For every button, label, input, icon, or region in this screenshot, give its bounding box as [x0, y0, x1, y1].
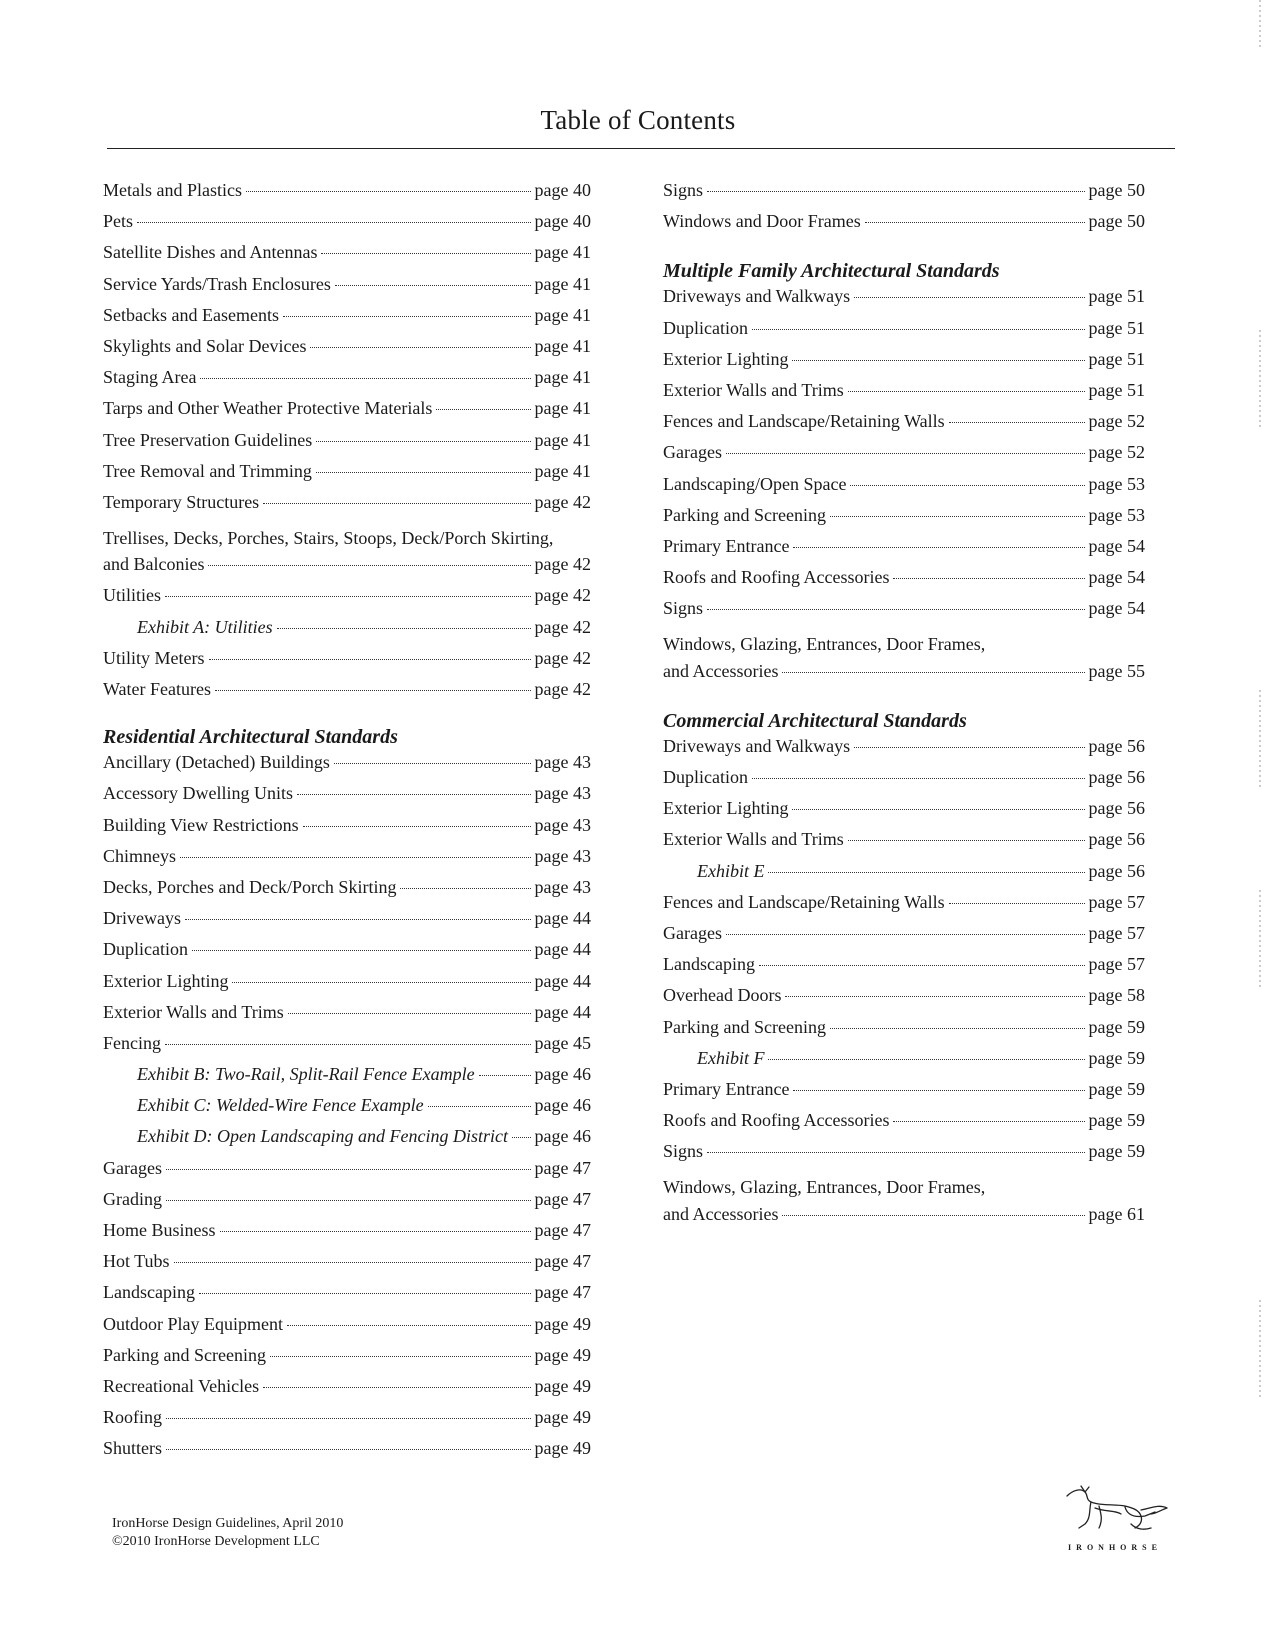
toc-entry-label: Accessory Dwelling Units	[103, 783, 293, 804]
dot-leader	[854, 297, 1084, 298]
dot-leader	[310, 347, 530, 348]
toc-entry-label: Driveways and Walkways	[663, 286, 851, 307]
toc-entry-page: page 41	[534, 273, 591, 294]
toc-entry-label: Fencing	[103, 1032, 161, 1053]
dot-leader	[246, 191, 531, 192]
dot-leader	[893, 1121, 1084, 1122]
toc-entry-label: Exterior Lighting	[663, 798, 789, 819]
toc-entry[interactable]	[663, 1141, 1145, 1172]
dot-leader	[768, 1059, 1084, 1060]
dot-leader	[850, 485, 1084, 486]
toc-entry[interactable]	[663, 211, 1145, 242]
toc-entry-label: Tarps and Other Weather Protective Materials	[103, 398, 433, 419]
dot-leader	[200, 378, 530, 379]
toc-entry-page: page 40	[534, 180, 591, 200]
toc-entry-label: Exhibit A: Utilities	[137, 616, 273, 637]
toc-entry-page: page 42	[534, 679, 591, 699]
toc-entry[interactable]	[663, 985, 1145, 1016]
dot-leader	[283, 316, 531, 317]
toc-entry-page: page 53	[1088, 473, 1145, 494]
toc-entry-label: Roofs and Roofing Accessories	[663, 567, 890, 588]
toc-entry[interactable]	[103, 336, 591, 367]
toc-entry-label: Parking and Screening	[663, 504, 826, 525]
toc-entry-page: page 57	[1088, 922, 1145, 943]
toc-entry-label: Overhead Doors	[663, 985, 782, 1006]
toc-entry-page: page 47	[534, 1157, 591, 1178]
toc-entry-page: page 49	[534, 1438, 591, 1459]
dot-leader	[166, 1169, 531, 1170]
dot-leader	[726, 453, 1085, 454]
toc-entry-page: page 61	[1088, 1203, 1145, 1224]
toc-entry-page: page 59	[1088, 1078, 1145, 1099]
toc-entry-page: page 42	[534, 585, 591, 606]
dot-leader	[752, 329, 1085, 330]
logo-wordmark: IRONHORSE	[1068, 1543, 1162, 1552]
toc-entry[interactable]	[103, 752, 591, 783]
toc-entry-page: page 56	[1088, 829, 1145, 850]
dot-leader	[303, 826, 531, 827]
toc-entry-page: page 42	[534, 616, 591, 637]
toc-entry-label: Metals and Plastics	[103, 180, 242, 200]
toc-entry-label: Building View Restrictions	[103, 814, 299, 835]
dot-leader	[782, 672, 1084, 673]
toc-entry-page: page 57	[1088, 891, 1145, 912]
toc-entry[interactable]	[663, 1017, 1145, 1048]
toc-entry-label: Exhibit F	[697, 1047, 765, 1068]
toc-subentry[interactable]	[663, 861, 1145, 892]
toc-entry-page: page 46	[534, 1126, 591, 1147]
toc-entry-page: page 43	[534, 814, 591, 835]
dot-leader	[277, 628, 531, 629]
dot-leader	[707, 609, 1084, 610]
toc-entry-label: and Balconies	[103, 554, 205, 575]
toc-entry-label: Exterior Walls and Trims	[103, 1001, 284, 1022]
toc-entry-label: Hot Tubs	[103, 1251, 170, 1272]
dot-leader	[316, 472, 531, 473]
toc-entry[interactable]	[103, 1220, 591, 1251]
toc-entry-label: Exterior Walls and Trims	[663, 829, 844, 850]
toc-subentry[interactable]	[103, 617, 591, 648]
toc-entry[interactable]	[103, 180, 591, 211]
toc-entry-wrapped-line[interactable]: Trellises, Decks, Porches, Stairs, Stoops, Deck/Porch Skirting,	[103, 528, 554, 549]
toc-entry-page: page 44	[534, 908, 591, 929]
dot-leader	[782, 1215, 1084, 1216]
toc-entry-page: page 52	[1088, 411, 1145, 432]
section-heading-commercial: Commercial Architectural Standards	[663, 709, 967, 732]
toc-entry-label: Staging Area	[103, 367, 197, 388]
toc-entry-page: page 46	[534, 1095, 591, 1116]
toc-entry[interactable]	[103, 461, 591, 492]
toc-entry-page: page 44	[534, 939, 591, 960]
toc-entry-page: page 56	[1088, 767, 1145, 787]
toc-entry[interactable]	[103, 1033, 591, 1064]
dot-leader	[297, 794, 531, 795]
dot-leader	[316, 441, 530, 442]
toc-entry-page: page 42	[534, 554, 591, 575]
dot-leader	[707, 1152, 1084, 1153]
toc-entry-page: page 49	[534, 1344, 591, 1365]
dot-leader	[335, 285, 531, 286]
toc-entry-label: Pets	[103, 211, 134, 232]
toc-entry-page: page 43	[534, 783, 591, 804]
dot-leader	[209, 659, 531, 660]
toc-entry[interactable]	[663, 411, 1145, 442]
dot-leader	[180, 857, 531, 858]
toc-entry-label: and Accessories	[663, 660, 779, 681]
toc-entry-page: page 54	[1088, 598, 1145, 619]
toc-entry-page: page 41	[534, 429, 591, 450]
dot-leader	[270, 1356, 531, 1357]
page-title: Table of Contents	[540, 105, 736, 135]
toc-entry-label: Outdoor Play Equipment	[103, 1313, 283, 1334]
toc-entry-page: page 43	[534, 845, 591, 866]
dot-leader	[848, 391, 1085, 392]
toc-entry-label: Water Features	[103, 679, 211, 699]
toc-entry[interactable]	[103, 242, 591, 273]
toc-entry-page: page 47	[534, 1282, 591, 1303]
dot-leader	[166, 1449, 531, 1450]
toc-entry-label: Garages	[103, 1157, 162, 1178]
dot-leader	[949, 422, 1085, 423]
toc-entry[interactable]	[663, 505, 1145, 536]
toc-entry-label: Roofs and Roofing Accessories	[663, 1110, 890, 1131]
toc-entry-page: page 59	[1088, 1047, 1145, 1068]
toc-entry[interactable]	[663, 1204, 1145, 1235]
toc-entry-page: page 50	[1088, 180, 1145, 200]
toc-entry-label: Duplication	[663, 767, 748, 787]
toc-entry-page: page 59	[1088, 1141, 1145, 1162]
toc-entry[interactable]	[663, 380, 1145, 411]
dot-leader	[768, 872, 1084, 873]
toc-subentry[interactable]	[663, 1048, 1145, 1079]
toc-entry[interactable]	[103, 1189, 591, 1220]
toc-entry-page: page 50	[1088, 211, 1145, 232]
dot-leader	[400, 888, 530, 889]
toc-entry-label: Landscaping/Open Space	[663, 473, 847, 494]
toc-left-column	[103, 180, 591, 1470]
toc-entry-page: page 51	[1088, 379, 1145, 400]
toc-entry-page: page 49	[534, 1313, 591, 1334]
toc-entry-page: page 56	[1088, 860, 1145, 881]
toc-entry[interactable]	[663, 474, 1145, 505]
toc-entry-page: page 56	[1088, 798, 1145, 819]
toc-entry[interactable]	[103, 1002, 591, 1033]
toc-entry-label: Grading	[103, 1188, 162, 1209]
dot-leader	[848, 840, 1085, 841]
dot-leader	[165, 596, 531, 597]
toc-list	[663, 286, 1145, 629]
toc-entry[interactable]	[663, 1079, 1145, 1110]
toc-entry-page: page 41	[534, 335, 591, 356]
title-rule	[107, 148, 1175, 149]
toc-entry[interactable]	[103, 846, 591, 877]
toc-entry[interactable]	[103, 367, 591, 398]
toc-entry[interactable]	[103, 1345, 591, 1376]
dot-leader	[199, 1293, 531, 1294]
toc-entry-label: Primary Entrance	[663, 1078, 790, 1099]
dot-leader	[166, 1418, 531, 1419]
toc-entry-label: Service Yards/Trash Enclosures	[103, 273, 331, 294]
footer-copyright: ©2010 IronHorse Development LLC	[112, 1534, 320, 1549]
dot-leader	[830, 516, 1085, 517]
toc-entry-label: Parking and Screening	[103, 1344, 266, 1365]
toc-entry[interactable]	[663, 567, 1145, 598]
dot-leader	[137, 222, 531, 223]
toc-entry[interactable]	[663, 892, 1145, 923]
dot-leader	[165, 1044, 531, 1045]
toc-entry-page: page 53	[1088, 504, 1145, 525]
dot-leader	[785, 996, 1084, 997]
toc-entry-label: Fences and Landscape/Retaining Walls	[663, 411, 945, 432]
toc-entry-label: Duplication	[663, 317, 748, 338]
toc-entry-page: page 47	[534, 1220, 591, 1240]
toc-entry[interactable]	[663, 1110, 1145, 1141]
toc-entry-label: Landscaping	[663, 954, 755, 975]
toc-entry-page: page 49	[534, 1407, 591, 1428]
toc-entry[interactable]	[103, 783, 591, 814]
toc-entry-label: Duplication	[103, 939, 188, 960]
toc-entry[interactable]	[103, 585, 591, 616]
toc-entry-page: page 41	[534, 398, 591, 419]
dot-leader	[192, 950, 531, 951]
dot-leader	[166, 1200, 531, 1201]
dot-leader	[428, 1106, 531, 1107]
toc-entry[interactable]	[663, 318, 1145, 349]
toc-entry-label: Decks, Porches and Deck/Porch Skirting	[103, 876, 397, 897]
dot-leader	[232, 982, 530, 983]
toc-entry[interactable]	[103, 648, 591, 679]
toc-list	[103, 585, 591, 710]
toc-entry-page: page 45	[534, 1032, 591, 1053]
toc-entry-page: page 52	[1088, 442, 1145, 463]
dot-leader	[174, 1262, 531, 1263]
toc-entry-label: Utility Meters	[103, 647, 205, 668]
dot-leader	[707, 191, 1084, 192]
dot-leader	[854, 747, 1084, 748]
dot-leader	[726, 934, 1085, 935]
toc-entry[interactable]	[663, 442, 1145, 473]
toc-entry-label: Signs	[663, 1141, 704, 1162]
dot-leader	[185, 919, 531, 920]
toc-entry-label: Chimneys	[103, 845, 177, 866]
toc-entry-label: Driveways and Walkways	[663, 735, 851, 756]
toc-entry-label: and Accessories	[663, 1203, 779, 1224]
toc-entry[interactable]	[663, 829, 1145, 860]
toc-entry[interactable]	[663, 736, 1145, 767]
toc-entry[interactable]	[103, 877, 591, 908]
dot-leader	[792, 360, 1084, 361]
toc-entry[interactable]	[103, 430, 591, 461]
dot-leader	[512, 1137, 531, 1138]
toc-entry-page: page 41	[534, 304, 591, 325]
toc-entry[interactable]	[103, 1376, 591, 1407]
toc-entry-label: Ancillary (Detached) Buildings	[103, 752, 330, 773]
toc-entry[interactable]	[663, 923, 1145, 954]
toc-entry-label: Tree Preservation Guidelines	[103, 429, 313, 450]
section-heading-residential: Residential Architectural Standards	[103, 726, 398, 749]
dot-leader	[793, 1090, 1084, 1091]
dot-leader	[288, 1013, 531, 1014]
toc-entry[interactable]	[103, 1251, 591, 1282]
toc-entry[interactable]	[663, 954, 1145, 985]
toc-entry[interactable]	[103, 1407, 591, 1438]
toc-entry-label: Utilities	[103, 585, 161, 606]
toc-entry[interactable]	[663, 798, 1145, 829]
toc-list	[103, 180, 591, 523]
toc-entry-label: Exhibit D: Open Landscaping and Fencing District	[137, 1126, 508, 1147]
toc-entry-wrapped-line[interactable]: Windows, Glazing, Entrances, Door Frames,	[663, 634, 986, 655]
toc-entry[interactable]	[103, 908, 591, 939]
toc-list	[663, 736, 1145, 1173]
dot-leader	[208, 565, 530, 566]
toc-entry[interactable]	[103, 1158, 591, 1189]
dot-leader	[865, 222, 1085, 223]
page-footer	[112, 1515, 343, 1551]
toc-entry[interactable]	[103, 971, 591, 1002]
dot-leader	[287, 1325, 531, 1326]
section-heading-multiple-family: Multiple Family Architectural Standards	[663, 260, 1000, 283]
toc-entry-page: page 59	[1088, 1110, 1145, 1131]
toc-entry[interactable]	[663, 598, 1145, 629]
toc-entry-label: Parking and Screening	[663, 1016, 826, 1037]
horse-icon	[1055, 1480, 1175, 1540]
toc-entry-label: Signs	[663, 598, 704, 619]
toc-entry-page: page 44	[534, 970, 591, 991]
toc-entry-page: page 51	[1088, 348, 1145, 369]
toc-entry-page: page 55	[1088, 660, 1145, 681]
toc-entry[interactable]	[663, 767, 1145, 798]
toc-entry[interactable]	[663, 661, 1145, 692]
dot-leader	[793, 547, 1084, 548]
toc-entry-label: Signs	[663, 180, 704, 200]
toc-entry-label: Home Business	[103, 1220, 216, 1240]
dot-leader	[321, 253, 530, 254]
toc-entry-page: page 51	[1088, 317, 1145, 338]
toc-entry[interactable]	[103, 492, 591, 523]
toc-entry[interactable]	[103, 1282, 591, 1313]
toc-entry[interactable]	[663, 286, 1145, 317]
toc-entry-label: Exterior Lighting	[103, 970, 229, 991]
toc-entry[interactable]	[103, 398, 591, 429]
toc-entry[interactable]	[103, 554, 591, 585]
toc-entry-page: page 54	[1088, 535, 1145, 556]
toc-entry-page: page 58	[1088, 985, 1145, 1006]
toc-entry-label: Exhibit E	[697, 860, 765, 881]
toc-entry-label: Roofing	[103, 1407, 163, 1428]
toc-entry-label: Tree Removal and Trimming	[103, 460, 312, 481]
toc-entry-label: Exhibit C: Welded-Wire Fence Example	[137, 1095, 424, 1116]
dot-leader	[830, 1028, 1085, 1029]
toc-entry-label: Primary Entrance	[663, 535, 790, 556]
toc-entry-page: page 40	[534, 211, 591, 232]
toc-entry-page: page 43	[534, 752, 591, 773]
toc-entry[interactable]	[103, 211, 591, 242]
toc-entry-label: Landscaping	[103, 1282, 195, 1303]
toc-entry-page: page 56	[1088, 735, 1145, 756]
toc-entry-label: Garages	[663, 922, 722, 943]
toc-entry-wrapped-line[interactable]: Windows, Glazing, Entrances, Door Frames,	[663, 1177, 986, 1198]
toc-entry-label: Satellite Dishes and Antennas	[103, 242, 318, 263]
toc-subentry[interactable]	[103, 1126, 591, 1157]
toc-entry-page: page 41	[534, 460, 591, 481]
toc-entry-label: Fences and Landscape/Retaining Walls	[663, 891, 945, 912]
toc-entry-page: page 51	[1088, 286, 1145, 307]
toc-right-column	[663, 180, 1145, 1235]
toc-entry[interactable]	[103, 274, 591, 305]
toc-entry-label: Skylights and Solar Devices	[103, 335, 307, 356]
dot-leader	[759, 965, 1085, 966]
toc-entry-label: Exterior Walls and Trims	[663, 379, 844, 400]
dot-leader	[893, 578, 1084, 579]
dot-leader	[752, 778, 1085, 779]
dot-leader	[949, 903, 1085, 904]
toc-entry[interactable]	[103, 1314, 591, 1345]
dot-leader	[220, 1231, 531, 1232]
toc-entry[interactable]	[663, 349, 1145, 380]
toc-entry-page: page 54	[1088, 567, 1145, 588]
toc-entry-label: Setbacks and Easements	[103, 304, 279, 325]
dot-leader	[479, 1075, 531, 1076]
toc-entry-page: page 59	[1088, 1016, 1145, 1037]
dot-leader	[263, 1387, 530, 1388]
toc-entry[interactable]	[103, 305, 591, 336]
toc-entry-label: Exterior Lighting	[663, 348, 789, 369]
dot-leader	[334, 763, 531, 764]
toc-entry-page: page 41	[534, 242, 591, 263]
toc-entry[interactable]	[103, 939, 591, 970]
toc-entry-page: page 42	[534, 491, 591, 512]
toc-subentry[interactable]	[103, 1095, 591, 1126]
scan-edge-marks	[1258, 0, 1262, 1650]
toc-entry-label: Windows and Door Frames	[663, 211, 861, 232]
toc-entry[interactable]	[663, 536, 1145, 567]
toc-entry[interactable]	[103, 815, 591, 846]
toc-entry-page: page 49	[534, 1375, 591, 1396]
toc-entry-page: page 41	[534, 367, 591, 388]
toc-entry-label: Garages	[663, 442, 722, 463]
footer-title: IronHorse Design Guidelines, April 2010	[112, 1516, 344, 1531]
toc-entry-label: Driveways	[103, 908, 181, 929]
toc-entry-label: Shutters	[103, 1438, 163, 1459]
toc-entry-label: Temporary Structures	[103, 491, 260, 512]
toc-entry-page: page 42	[534, 647, 591, 668]
toc-entry-page: page 57	[1088, 954, 1145, 975]
toc-entry-page: page 47	[534, 1188, 591, 1209]
dot-leader	[263, 503, 530, 504]
toc-entry-page: page 47	[534, 1251, 591, 1272]
toc-entry-page: page 46	[534, 1064, 591, 1085]
toc-entry[interactable]	[103, 1438, 591, 1469]
dot-leader	[436, 409, 530, 410]
dot-leader	[215, 690, 531, 691]
toc-subentry[interactable]	[103, 1064, 591, 1095]
toc-entry-page: page 43	[534, 876, 591, 897]
dot-leader	[792, 809, 1084, 810]
toc-list	[663, 180, 1145, 242]
toc-entry-page: page 44	[534, 1001, 591, 1022]
toc-entry[interactable]	[103, 679, 591, 710]
toc-entry-label: Exhibit B: Two-Rail, Split-Rail Fence Example	[137, 1064, 475, 1085]
toc-list	[103, 752, 591, 1469]
toc-entry[interactable]	[663, 180, 1145, 211]
toc-entry-label: Recreational Vehicles	[103, 1375, 260, 1396]
